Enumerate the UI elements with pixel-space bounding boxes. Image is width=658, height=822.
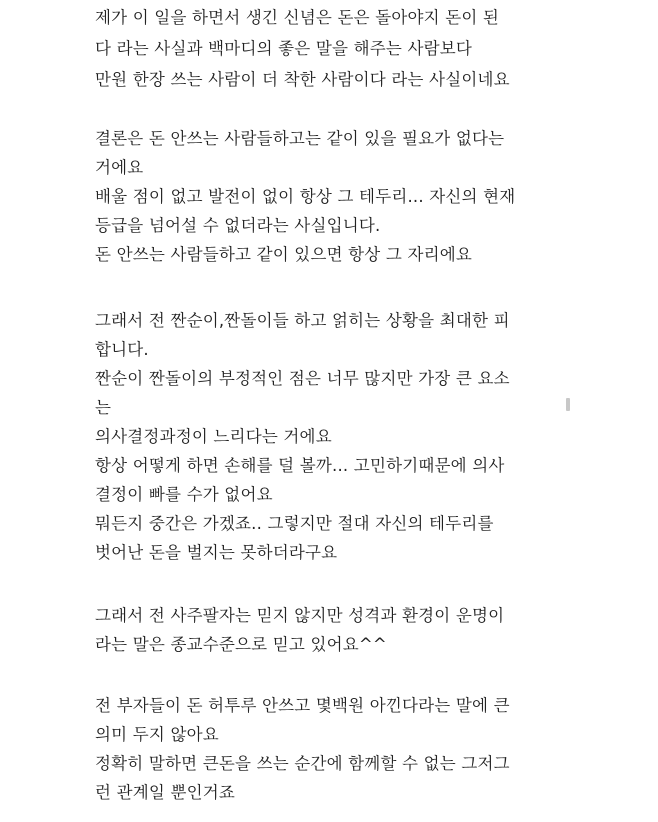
text-line: 등급을 넘어설 수 없더라는 사실입니다. bbox=[95, 216, 381, 235]
text-line: 전 부자들이 돈 허투루 안쓰고 몇백원 아낀다라는 말에 큰 bbox=[95, 696, 510, 715]
text-line: 항상 어떻게 하면 손해를 덜 볼까... 고민하기때문에 의사 bbox=[95, 456, 505, 475]
text-line: 벗어난 돈을 벌지는 못하더라구요 bbox=[95, 543, 338, 562]
text-line: 제가 이 일을 하면서 생긴 신념은 돈은 돌아야지 돈이 된 bbox=[95, 8, 500, 27]
text-line: 짠순이 짠돌이의 부정적인 점은 너무 많지만 가장 큰 요소 bbox=[95, 369, 510, 388]
text-line: 배울 점이 없고 발전이 없이 항상 그 테두리... 자신의 현재 bbox=[95, 187, 516, 206]
text-line: 뭐든지 중간은 가겠죠.. 그렇지만 절대 자신의 테두리를 bbox=[95, 514, 494, 533]
text-line: 그래서 전 사주팔자는 믿지 않지만 성격과 환경이 운명이 bbox=[95, 606, 505, 625]
text-line: 결론은 돈 안쓰는 사람들하고는 같이 있을 필요가 없다는 bbox=[95, 129, 505, 148]
text-line: 그래서 전 짠순이,짠돌이들 하고 얽히는 상황을 최대한 피 bbox=[95, 311, 510, 330]
text-line: 는 bbox=[95, 398, 112, 417]
text-line: 런 관계일 뿐인거죠 bbox=[95, 783, 236, 802]
text-line: 다 라는 사실과 백마디의 좋은 말을 해주는 사람보다 bbox=[95, 39, 473, 58]
text-line: 돈 안쓰는 사람들하고 같이 있으면 항상 그 자리에요 bbox=[95, 245, 473, 264]
text-line: 거에요 bbox=[95, 158, 144, 177]
text-line: 의사결정과정이 느리다는 거에요 bbox=[95, 427, 332, 446]
text-line: 의미 두지 않아요 bbox=[95, 725, 219, 744]
text-line: 라는 말은 종교수준으로 믿고 있어요^^ bbox=[95, 635, 387, 654]
text-line: 정확히 말하면 큰돈을 쓰는 순간에 함께할 수 없는 그저그 bbox=[95, 754, 510, 773]
scrollbar-thumb[interactable] bbox=[566, 398, 570, 411]
text-line: 만원 한장 쓰는 사람이 더 착한 사람이다 라는 사실이네요 bbox=[95, 70, 510, 89]
text-line: 합니다. bbox=[95, 340, 149, 359]
text-line: 결정이 빠를 수가 없어요 bbox=[95, 485, 273, 504]
